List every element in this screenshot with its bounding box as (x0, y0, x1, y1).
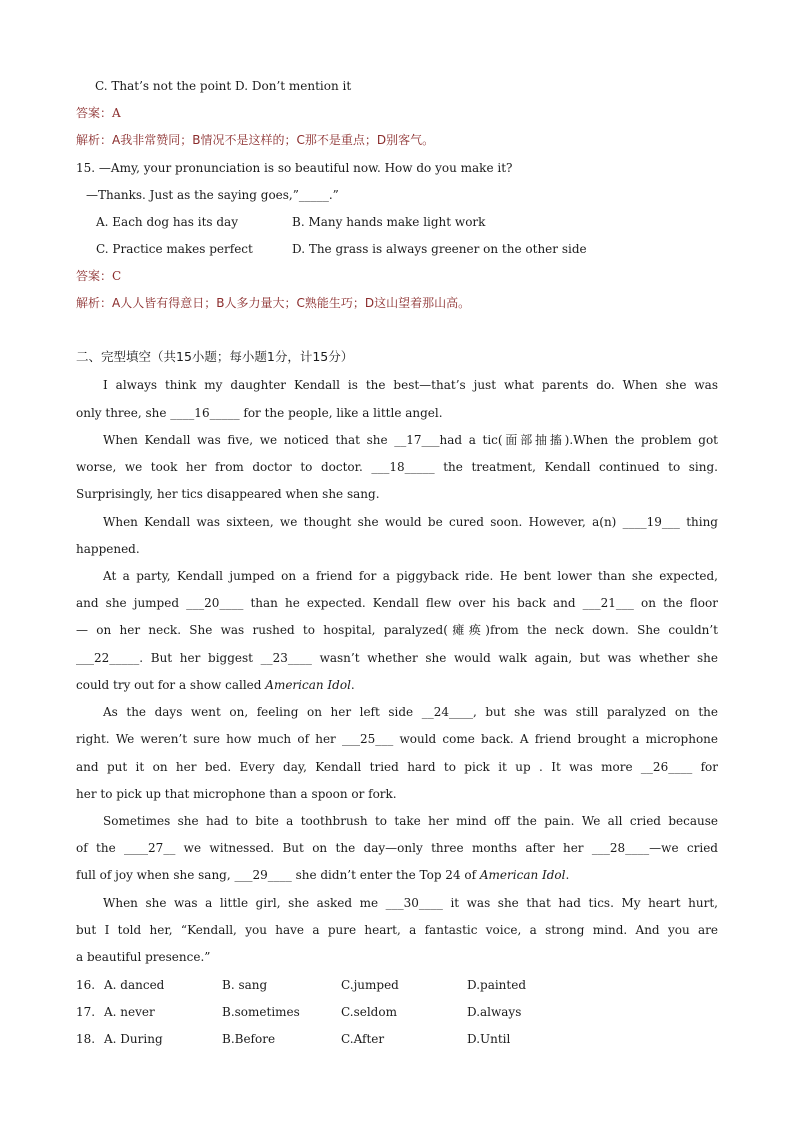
passage-line: As the days went on, feeling on her left side __24____, but she was still paralyzed on the (103, 705, 718, 719)
explanation-text: 解析：A我非常赞同；B情况不是这样的；C那不是重点；D别客气。 (76, 133, 435, 147)
passage-line: Sometimes she had to bite a toothbrush to take her mind off the pain. We all cried because (103, 814, 718, 828)
choice-d: D.painted (467, 978, 527, 992)
q14-answer (76, 105, 718, 121)
q15-stem: 15. —Amy, your pronunciation is so beautiful now. How do you make it? (76, 161, 513, 175)
passage-line: her to pick up that microphone than a spoon or fork. (76, 787, 397, 801)
q15-options-ab (76, 214, 718, 230)
choice-number: 17. (76, 1005, 96, 1019)
passage-line: and put it on her bed. Every day, Kendall tried hard to pick it up . It was more __26____ for (76, 760, 718, 774)
passage-line: right. We weren’t sure how much of her ___25___ would come back. A friend brought a microphone (76, 732, 718, 746)
choice-number: 16. (76, 978, 96, 992)
passage-line: of the ____27__ we witnessed. But on the day—only three months after her ___28____—we cried (76, 841, 718, 855)
choice-number: 18. (76, 1032, 96, 1046)
passage-line: ___22_____. But her biggest __23____ wasn’t whether she would walk again, but was whether she (76, 651, 718, 665)
choice-a: A. never (104, 1005, 155, 1019)
answer-value: C (112, 269, 122, 283)
passage-line: worse, we took her from doctor to doctor. ___18_____ the treatment, Kendall continued to sing. (76, 460, 718, 474)
answer-label: 答案： (76, 269, 113, 283)
show-name: American Idol (265, 678, 351, 692)
choice-row (76, 1004, 718, 1020)
passage-line: When Kendall was sixteen, we thought she would be cured soon. However, a(n) ____19___ thing (103, 515, 718, 529)
passage-line: When she was a little girl, she asked me ___30____ it was she that had tics. My heart hurt, (103, 896, 718, 910)
q15-reply: —Thanks. Just as the saying goes,”_____.” (86, 188, 339, 202)
q15-option-c: C. Practice makes perfect (96, 242, 253, 256)
passage-line: a beautiful presence.” (76, 950, 211, 964)
passage-line: only three, she ____16_____ for the people, like a little angel. (76, 406, 443, 420)
passage-line: happened. (76, 542, 140, 556)
period: . (565, 868, 570, 882)
period: . (350, 678, 355, 692)
passage-line (76, 867, 718, 883)
explanation-text: 解析：A人人皆有得意日；B人多力量大；C熟能生巧；D这山望着那山高。 (76, 296, 471, 310)
choice-row (76, 977, 718, 993)
choice-a: A. danced (104, 978, 165, 992)
choice-b: B.sometimes (222, 1005, 300, 1019)
q15-option-a: A. Each dog has its day (96, 215, 238, 229)
choice-c: C.After (341, 1032, 385, 1046)
answer-value: A (112, 106, 121, 120)
q15-options-cd (76, 241, 718, 257)
choice-c: C.seldom (341, 1005, 397, 1019)
show-name: American Idol (479, 868, 566, 882)
passage-line: but I told her, “Kendall, you have a pure heart, a fantastic voice, a strong mind. And you are (76, 923, 718, 937)
passage-line-text: could try out for a show called (76, 678, 266, 692)
passage-line: When Kendall was five, we noticed that she __17___had a tic(面部抽搐).When the problem got (103, 433, 718, 447)
choice-d: D.always (467, 1005, 522, 1019)
q15-explanation (76, 295, 718, 311)
answer-label: 答案： (76, 106, 113, 120)
choice-b: B.Before (222, 1032, 276, 1046)
choice-row (76, 1031, 718, 1047)
passage-line: I always think my daughter Kendall is the best—that’s just what parents do. When she was (103, 378, 718, 392)
q15-option-d: D. The grass is always greener on the other side (292, 242, 587, 256)
passage-line: and she jumped ___20____ than he expected. Kendall flew over his back and ___21___ on the floor (76, 596, 718, 610)
passage-line: — on her neck. She was rushed to hospital, paralyzed(瘫痪)from the neck down. She couldn’t (76, 623, 718, 637)
choice-c: C.jumped (341, 978, 399, 992)
passage-line-text: full of joy when she sang, ___29____ she didn’t enter the Top 24 of (76, 868, 480, 882)
q15-option-b: B. Many hands make light work (292, 215, 486, 229)
passage-line: Surprisingly, her tics disappeared when she sang. (76, 487, 380, 501)
q14-options-cd: C. That’s not the point D. Don’t mention it (95, 79, 352, 93)
q15-answer (76, 268, 718, 284)
choice-b: B. sang (222, 978, 268, 992)
q14-explanation (76, 132, 718, 148)
passage-line (76, 677, 718, 693)
choice-a: A. During (104, 1032, 163, 1046)
passage-line: At a party, Kendall jumped on a friend for a piggyback ride. He bent lower than she expected, (103, 569, 718, 583)
choice-d: D.Until (467, 1032, 511, 1046)
section-title: 二、完型填空（共15小题；每小题1分，计15分） (76, 349, 354, 364)
